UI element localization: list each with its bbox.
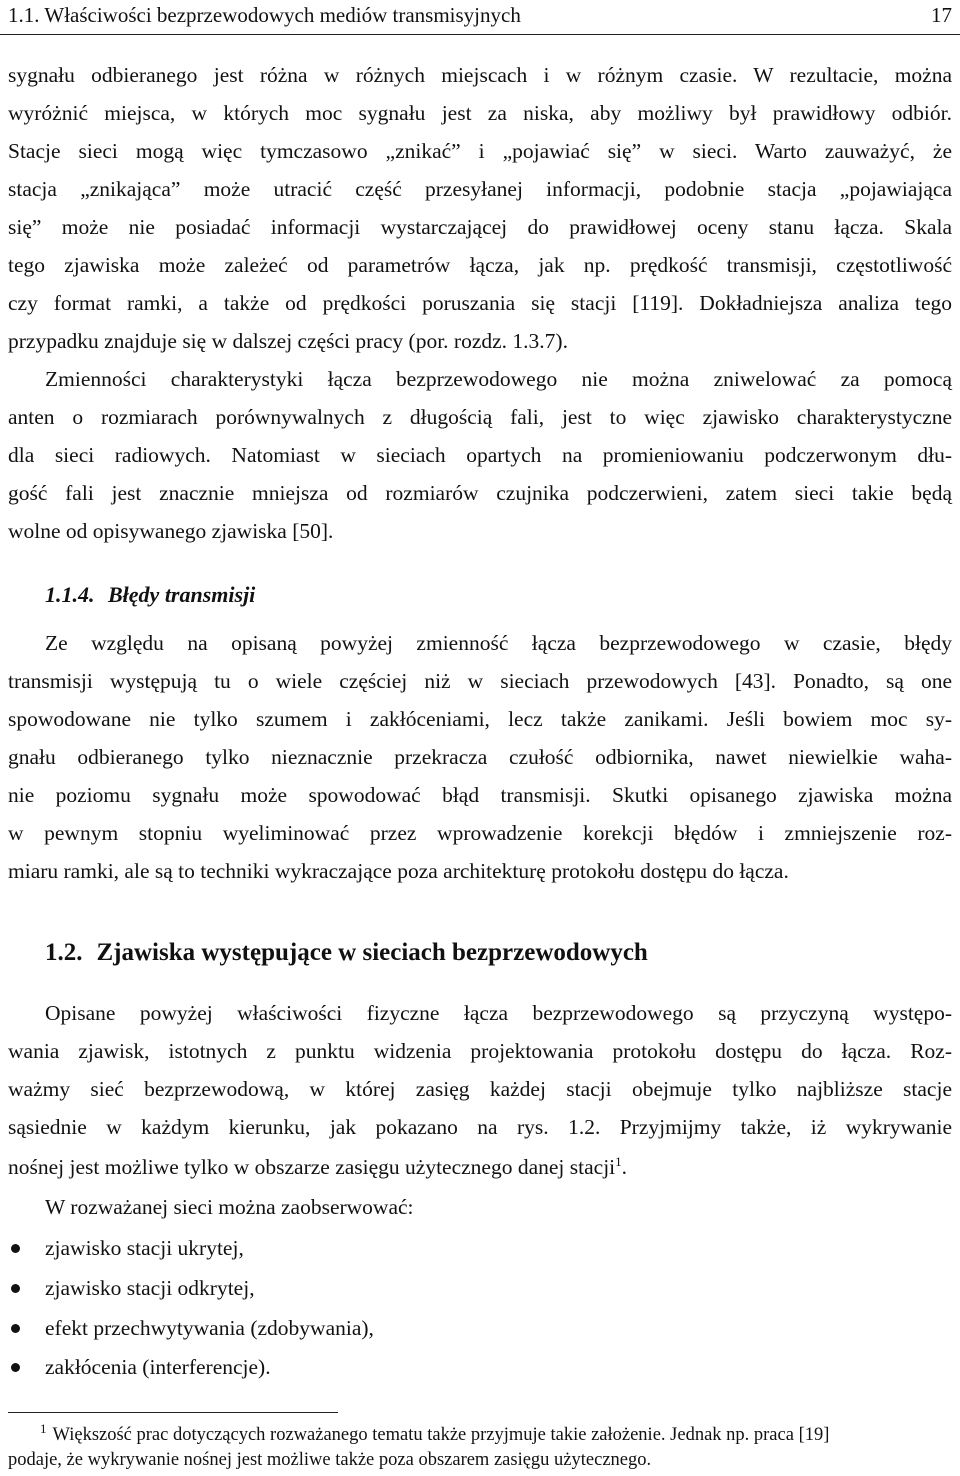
paragraph-line: W rozważanej sieci można zaobserwować: bbox=[45, 1195, 414, 1219]
bullet-icon bbox=[11, 1244, 20, 1253]
footnote-line: podaje, że wykrywanie nośnej jest możliwe także poza obszarem zasięgu użytecznego. bbox=[8, 1450, 652, 1470]
paragraph-line: Zmienności charakterystyki łącza bezprzewodowego nie można zniwelować za pomocą bbox=[45, 367, 952, 391]
page-number: 17 bbox=[931, 3, 952, 27]
bullet-icon bbox=[11, 1284, 20, 1293]
paragraph-line: gnału odbieranego tylko nieznacznie przekracza czułość odbiornika, nawet niewielkie waha- bbox=[8, 745, 952, 769]
bullet-icon bbox=[11, 1363, 20, 1372]
paragraph-line: Opisane powyżej właściwości fizyczne łącza bezprzewodowego są przyczyną występo- bbox=[45, 1001, 952, 1025]
paragraph-line: miaru ramki, ale są to techniki wykraczające poza architekturę protokołu dostępu do łącza. bbox=[8, 859, 789, 883]
paragraph-line: gość fali jest znacznie mniejsza od rozmiarów czujnika podczerwieni, zatem sieci takie będą bbox=[8, 481, 952, 505]
paragraph-line: Ze względu na opisaną powyżej zmienność łącza bezprzewodowego w czasie, błędy bbox=[45, 631, 952, 655]
paragraph-line bbox=[8, 1152, 952, 1182]
paragraph-text: . bbox=[621, 1155, 628, 1179]
footnote-divider bbox=[8, 1412, 338, 1413]
paragraph-line: czy format ramki, a także od prędkości poruszania się stacji [119]. Dokładniejsza analiza tego bbox=[8, 291, 952, 315]
paragraph-line: wyróżnić miejsca, w których moc sygnału jest za niska, aby możliwy był prawidłowy odbiór. bbox=[8, 101, 952, 125]
section-title: Zjawiska występujące w sieciach bezprzewodowych bbox=[96, 939, 648, 966]
subsection-heading bbox=[45, 580, 255, 610]
paragraph-line: wolne od opisywanego zjawiska [50]. bbox=[8, 519, 334, 543]
paragraph-line: przypadku znajduje się w dalszej części pracy (por. rozdz. 1.3.7). bbox=[8, 329, 568, 353]
section-heading bbox=[45, 936, 648, 970]
list-item-text: efekt przechwytywania (zdobywania), bbox=[45, 1316, 374, 1340]
header-title: 1.1. Właściwości bezprzewodowych mediów transmisyjnych bbox=[8, 3, 521, 27]
paragraph-line: nie poziomu sygnału może spowodować błąd transmisji. Skutki opisanego zjawiska można bbox=[8, 783, 952, 807]
footnote-reference[interactable]: 1 bbox=[615, 1153, 622, 1169]
paragraph-line: Stacje sieci mogą więc tymczasowo „znikać” i „pojawiać się” w sieci. Warto zauważyć, że bbox=[8, 139, 952, 163]
paragraph-line: się” może nie posiadać informacji wystarczającej do prawidłowej oceny stanu łącza. Skala bbox=[8, 215, 952, 239]
paragraph-line: sąsiednie w każdym kierunku, jak pokazano na rys. 1.2. Przyjmijmy także, iż wykrywanie bbox=[8, 1115, 952, 1139]
list-item-text: zjawisko stacji ukrytej, bbox=[45, 1236, 244, 1260]
paragraph-line: tego zjawiska może zależeć od parametrów łącza, jak np. prędkość transmisji, częstotliwość bbox=[8, 253, 952, 277]
paragraph-line: w pewnym stopniu wyeliminować przez wprowadzenie korekcji błędów i zmniejszenie roz- bbox=[8, 821, 952, 845]
footnote-line bbox=[8, 1420, 952, 1447]
paragraph-line: transmisji występują tu o wiele częściej niż w sieciach przewodowych [43]. Ponadto, są one bbox=[8, 669, 952, 693]
footnote-text: Większość prac dotyczących rozważanego tematu także przyjmuje takie założenie. Jednak np. praca [19] bbox=[52, 1425, 830, 1445]
list-item-text: zakłócenia (interferencje). bbox=[45, 1355, 271, 1379]
paragraph-line: spowodowane nie tylko szumem i zakłóceniami, lecz także zanikami. Jeśli bowiem moc sy- bbox=[8, 707, 952, 731]
section-number: 1.2. bbox=[45, 939, 83, 966]
paragraph-line: anten o rozmiarach porównywalnych z długością fali, jest to więc zjawisko charakterystyczne bbox=[8, 405, 952, 429]
paragraph-line: ważmy sieć bezprzewodową, w której zasięg każdej stacji obejmuje tylko najbliższe stacje bbox=[8, 1077, 952, 1101]
bullet-icon bbox=[11, 1324, 20, 1333]
paragraph-line: stacja „znikająca” może utracić część przesyłanej informacji, podobnie stacja „pojawiająca bbox=[8, 177, 952, 201]
subsection-number: 1.1.4. bbox=[45, 582, 95, 607]
paragraph-line: wania zjawisk, istotnych z punktu widzenia projektowania protokołu dostępu do łącza. Roz- bbox=[8, 1039, 952, 1063]
paragraph-line: dla sieci radiowych. Natomiast w sieciach opartych na promieniowaniu podczerwonym dłu- bbox=[8, 443, 952, 467]
subsection-title: Błędy transmisji bbox=[108, 582, 256, 607]
paragraph-text: nośnej jest możliwe tylko w obszarze zasięgu użytecznego danej stacji bbox=[8, 1155, 616, 1179]
footnote-mark: 1 bbox=[40, 1420, 47, 1436]
paragraph-line: sygnału odbieranego jest różna w różnych miejscach i w różnym czasie. W rezultacie, można bbox=[8, 63, 952, 87]
list-item-text: zjawisko stacji odkrytej, bbox=[45, 1276, 255, 1300]
running-header bbox=[0, 0, 960, 35]
